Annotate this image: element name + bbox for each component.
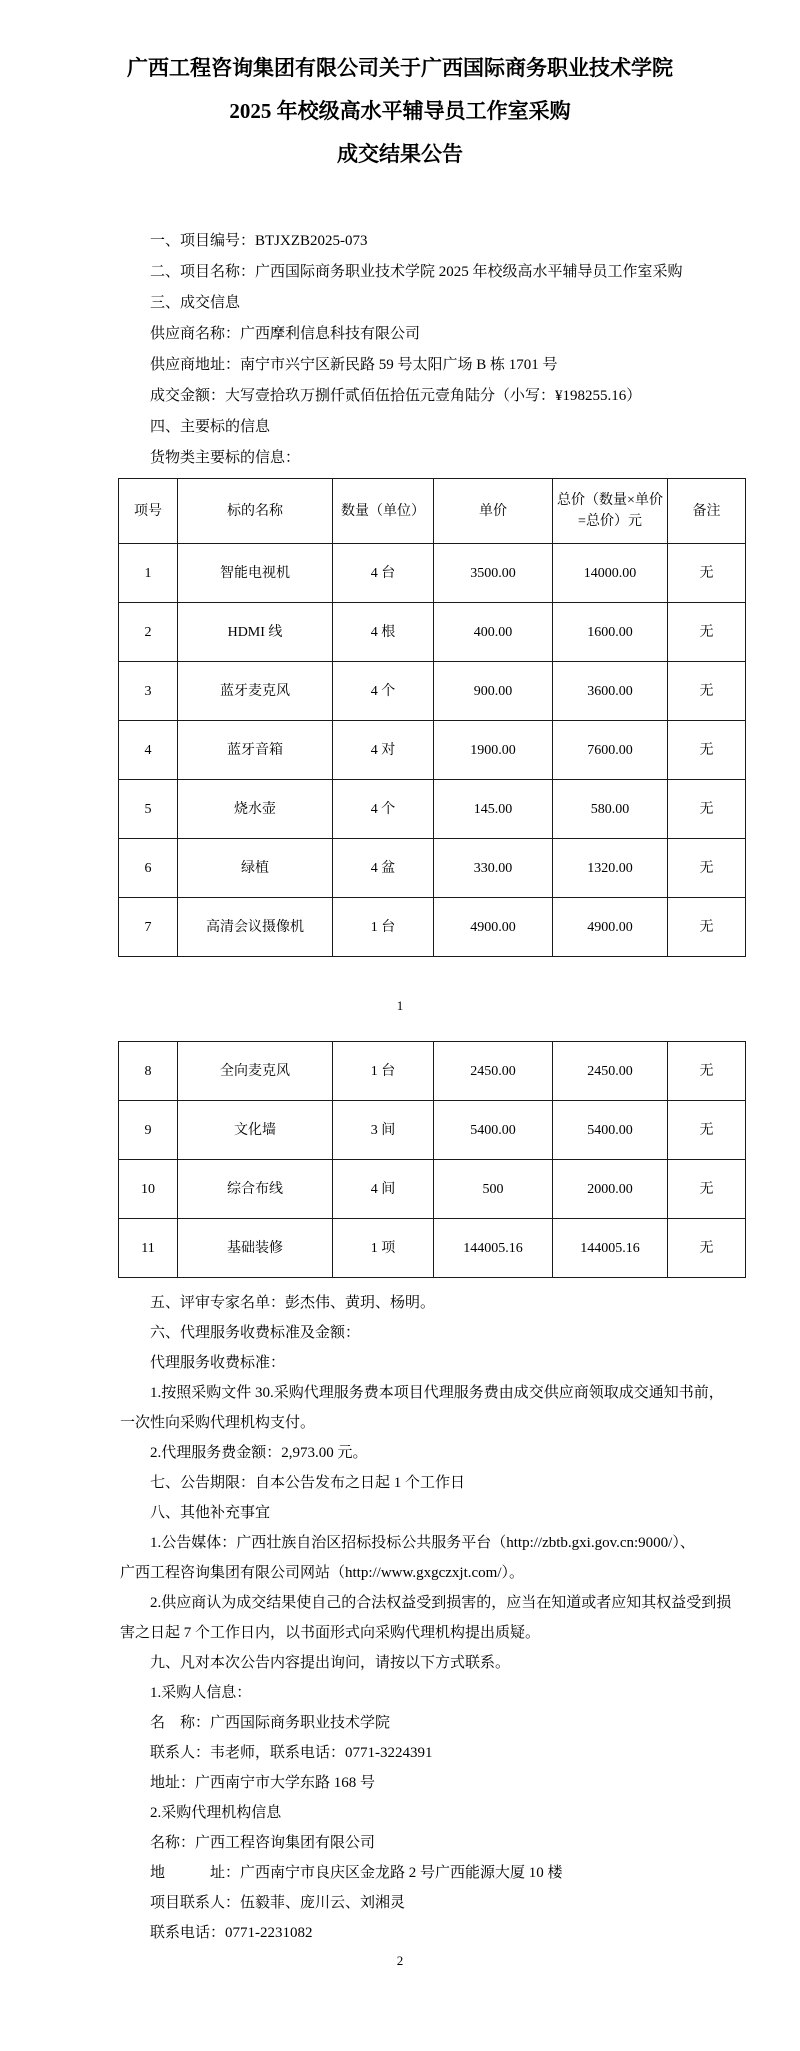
table-cell: 4 对	[333, 721, 434, 780]
table-cell: 无	[668, 603, 746, 662]
table-cell: 无	[668, 898, 746, 957]
doc-title-line-1: 广西工程咨询集团有限公司关于广西国际商务职业技术学院	[127, 56, 673, 80]
doc-body-bottom	[120, 1288, 732, 1948]
agency-fee-amount-line: 2.代理服务费金额：2,973.00 元。	[150, 1445, 368, 1461]
table-cell: 1	[119, 544, 178, 603]
table-cell: 绿植	[178, 839, 333, 898]
table-cell: 500	[434, 1160, 553, 1219]
table-cell: 7600.00	[553, 721, 668, 780]
table-cell: 4 台	[333, 544, 434, 603]
table-cell: 2450.00	[434, 1042, 553, 1101]
table-cell: 6	[119, 839, 178, 898]
table-cell: 无	[668, 1219, 746, 1278]
announcement-period-line: 七、公告期限：自本公告发布之日起 1 个工作日	[150, 1475, 466, 1491]
table-cell: 1600.00	[553, 603, 668, 662]
table-cell: 10	[119, 1160, 178, 1219]
table-cell: 14000.00	[553, 544, 668, 603]
table-header-row	[119, 479, 746, 544]
table-cell: 4900.00	[434, 898, 553, 957]
table-row	[119, 603, 746, 662]
deal-amount-line: 成交金额：大写壹拾玖万捌仟贰佰伍拾伍元壹角陆分（小写：¥198255.16）	[150, 388, 642, 404]
table-cell: 无	[668, 721, 746, 780]
table-cell: 2000.00	[553, 1160, 668, 1219]
table-cell: 9	[119, 1101, 178, 1160]
table-cell: 蓝牙麦克风	[178, 662, 333, 721]
main-subject-heading: 四、主要标的信息	[150, 419, 271, 435]
purchaser-info-label: 1.采购人信息：	[150, 1685, 252, 1701]
table-row	[119, 721, 746, 780]
doc-body-top	[120, 226, 720, 474]
agency-name-line: 名称：广西工程咨询集团有限公司	[150, 1835, 376, 1851]
doc-title-line-3: 成交结果公告	[337, 142, 463, 166]
table-cell: 4 根	[333, 603, 434, 662]
table-cell: 烧水壶	[178, 780, 333, 839]
table-cell: 无	[668, 839, 746, 898]
table-cell: 900.00	[434, 662, 553, 721]
table-cell: 580.00	[553, 780, 668, 839]
table-cell: 3500.00	[434, 544, 553, 603]
purchaser-name-line: 名 称：广西国际商务职业技术学院	[150, 1715, 391, 1731]
purchaser-contact-line: 联系人：韦老师，联系电话：0771-3224391	[150, 1745, 433, 1761]
table-cell: 综合布线	[178, 1160, 333, 1219]
table-row	[119, 544, 746, 603]
table-cell: 蓝牙音箱	[178, 721, 333, 780]
table-cell: 文化墙	[178, 1101, 333, 1160]
contact-heading: 九、凡对本次公告内容提出询问，请按以下方式联系。	[150, 1655, 511, 1671]
table-cell: 1320.00	[553, 839, 668, 898]
table-cell: 4 个	[333, 780, 434, 839]
other-matters-heading: 八、其他补充事宜	[150, 1505, 271, 1521]
table-cell: 4 个	[333, 662, 434, 721]
table-header-cell: 项号	[119, 479, 178, 544]
supplier-address-line: 供应商地址：南宁市兴宁区新民路 59 号太阳广场 B 栋 1701 号	[150, 357, 558, 373]
items-table-page1	[118, 478, 746, 957]
table-cell: 3 间	[333, 1101, 434, 1160]
table-row	[119, 662, 746, 721]
agency-phone-line: 联系电话：0771-2231082	[150, 1925, 313, 1941]
table-cell: 无	[668, 780, 746, 839]
table-row	[119, 898, 746, 957]
table-cell: 144005.16	[553, 1219, 668, 1278]
media-line: 1.公告媒体：广西壮族自治区招标投标公共服务平台（http://zbtb.gxi.gov.cn:9000/）、	[150, 1535, 695, 1551]
table-cell: 3600.00	[553, 662, 668, 721]
objection-line: 2.供应商认为成交结果使自己的合法权益受到损害的，应当在知道或者应知其权益受到损	[150, 1595, 732, 1611]
table-cell: 基础装修	[178, 1219, 333, 1278]
agency-info-label: 2.采购代理机构信息	[150, 1805, 282, 1821]
table-cell: 无	[668, 1101, 746, 1160]
table-cell: 无	[668, 1042, 746, 1101]
page-number-1: 1	[396, 998, 404, 1013]
goods-info-label: 货物类主要标的信息：	[150, 450, 301, 466]
items-table-page2	[118, 1041, 746, 1278]
table-header-cell: 单价	[434, 479, 553, 544]
page-number-2: 2	[396, 1953, 404, 1968]
table-row	[119, 1042, 746, 1101]
table-cell: 无	[668, 662, 746, 721]
table-cell: 330.00	[434, 839, 553, 898]
table-cell: 3	[119, 662, 178, 721]
table-cell: 1 项	[333, 1219, 434, 1278]
table-cell: 无	[668, 1160, 746, 1219]
table-cell: 5400.00	[553, 1101, 668, 1160]
table-row	[119, 1160, 746, 1219]
experts-list-line: 五、评审专家名单：彭杰伟、黄玥、杨明。	[150, 1295, 436, 1311]
table-cell: 400.00	[434, 603, 553, 662]
table-cell: 4 盆	[333, 839, 434, 898]
table-row	[119, 1219, 746, 1278]
project-name-line: 二、项目名称：广西国际商务职业技术学院 2025 年校级高水平辅导员工作室采购	[150, 264, 683, 280]
deal-info-heading: 三、成交信息	[150, 295, 241, 311]
table-cell: 高清会议摄像机	[178, 898, 333, 957]
table-cell: 145.00	[434, 780, 553, 839]
doc-title-line-2: 2025 年校级高水平辅导员工作室采购	[229, 99, 571, 123]
table-cell: 144005.16	[434, 1219, 553, 1278]
supplier-name-line: 供应商名称：广西摩利信息科技有限公司	[150, 326, 421, 342]
table-row	[119, 1101, 746, 1160]
purchaser-address-line: 地址：广西南宁市大学东路 168 号	[150, 1775, 376, 1791]
table-cell: 8	[119, 1042, 178, 1101]
table-header-cell: 备注	[668, 479, 746, 544]
table-cell: 7	[119, 898, 178, 957]
table-header-cell: 标的名称	[178, 479, 333, 544]
table-cell: 4	[119, 721, 178, 780]
table-cell: 4900.00	[553, 898, 668, 957]
doc-title	[0, 47, 800, 176]
table-cell: 1 台	[333, 1042, 434, 1101]
table-header-cell: 数量（单位）	[333, 479, 434, 544]
project-number-line: 一、项目编号：BTJXZB2025-073	[150, 233, 368, 249]
table-header-cell: 总价（数量×单价=总价）元	[553, 479, 668, 544]
agency-fee-rule-line: 1.按照采购文件 30.采购代理服务费本项目代理服务费由成交供应商领取成交通知书前，	[150, 1385, 724, 1401]
table-cell: 2	[119, 603, 178, 662]
table-cell: 5400.00	[434, 1101, 553, 1160]
table-cell: 智能电视机	[178, 544, 333, 603]
table-cell: 1 台	[333, 898, 434, 957]
table-cell: 5	[119, 780, 178, 839]
table-cell: 11	[119, 1219, 178, 1278]
table-cell: 1900.00	[434, 721, 553, 780]
table-row	[119, 839, 746, 898]
agency-contacts-line: 项目联系人：伍毅菲、庞川云、刘湘灵	[150, 1895, 406, 1911]
table-cell: HDMI 线	[178, 603, 333, 662]
table-cell: 2450.00	[553, 1042, 668, 1101]
objection-line-continuation: 害之日起 7 个工作日内，以书面形式向采购代理机构提出质疑。	[120, 1625, 541, 1641]
table-cell: 4 间	[333, 1160, 434, 1219]
agency-fee-heading: 六、代理服务收费标准及金额：	[150, 1325, 361, 1341]
table-row	[119, 780, 746, 839]
table-cell: 全向麦克风	[178, 1042, 333, 1101]
agency-address-line: 地 址：广西南宁市良庆区金龙路 2 号广西能源大厦 10 楼	[150, 1865, 563, 1881]
media-line-continuation: 广西工程咨询集团有限公司网站（http://www.gxgczxjt.com/）。	[120, 1565, 525, 1581]
table-cell: 无	[668, 544, 746, 603]
agency-fee-standard-label: 代理服务收费标准：	[150, 1355, 286, 1371]
agency-fee-rule-continuation: 一次性向采购代理机构支付。	[120, 1415, 316, 1431]
